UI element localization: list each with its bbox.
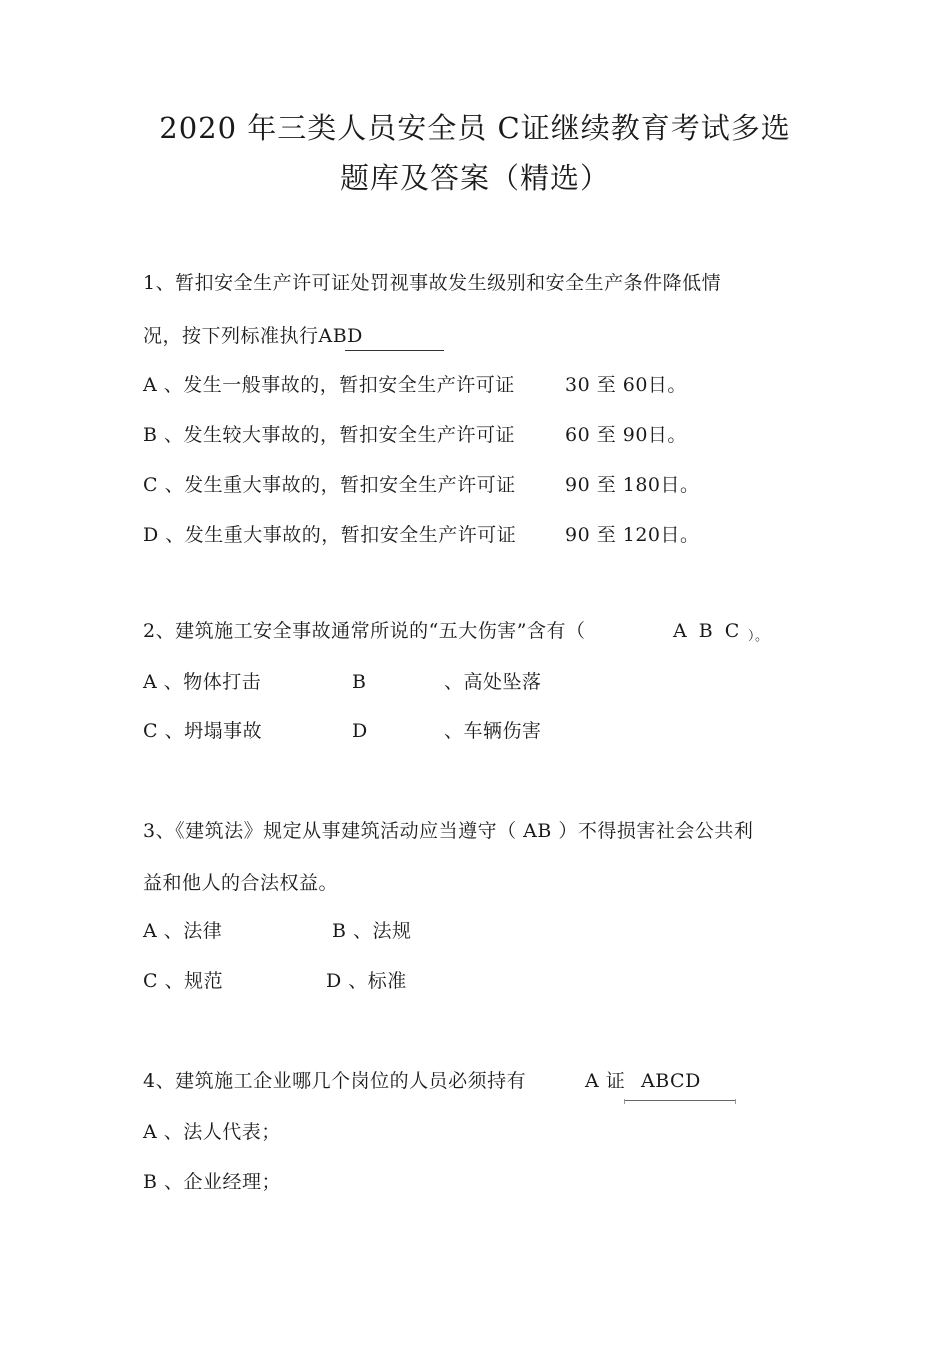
q4-stem: 4、建筑施工企业哪几个岗位的人员必须持有 [143, 1070, 527, 1092]
q1-option-c: C 、发生重大事故的，暂扣安全生产许可证 [143, 474, 516, 496]
q1-option-a: A 、发生一般事故的，暂扣安全生产许可证 [143, 374, 515, 396]
q2-close-paren: ）。 [748, 629, 769, 644]
q1-stem-line2: 况，按下列标准执行ABD [143, 325, 363, 347]
q3-stem-line1: 3、《建筑法》规定从事建筑活动应当遵守（ AB ）不得损害社会公共利 [143, 820, 754, 842]
q4-answer-underline [624, 1100, 736, 1101]
document-title-line2: 题库及答案（精选） [339, 161, 610, 195]
q2-option-b-text: 、高处坠落 [444, 671, 542, 693]
q1-option-c-range: 90 至 180日。 [565, 474, 700, 496]
q4-underline-tick-left [624, 1099, 625, 1104]
q2-answer: A B C [673, 620, 743, 642]
q1-answer-underline [345, 350, 444, 351]
q2-option-a: A 、物体打击 [143, 671, 262, 693]
q1-option-b: B 、发生较大事故的，暂扣安全生产许可证 [143, 424, 516, 446]
q4-answer: ABCD [641, 1070, 701, 1092]
q4-option-b: B 、企业经理； [143, 1171, 282, 1193]
q3-stem-line2: 益和他人的合法权益。 [143, 872, 339, 894]
q3-option-d: D 、标准 [326, 970, 407, 992]
q2-option-b-letter: B [352, 671, 367, 693]
q3-option-b: B 、法规 [332, 920, 412, 942]
q3-option-c: C 、规范 [143, 970, 224, 992]
q3-option-a: A 、法律 [143, 920, 223, 942]
q1-stem-line1: 1、暂扣安全生产许可证处罚视事故发生级别和安全生产条件降低情 [143, 272, 722, 294]
q1-option-a-range: 30 至 60日。 [565, 374, 687, 396]
q2-option-c: C 、坍塌事故 [143, 720, 263, 742]
q1-option-b-range: 60 至 90日。 [565, 424, 687, 446]
q4-option-a: A 、法人代表； [143, 1121, 281, 1143]
document-title-line1: 2020 年三类人员安全员 C证继续教育考试多选 [159, 111, 791, 145]
q1-option-d: D 、发生重大事故的，暂扣安全生产许可证 [143, 524, 517, 546]
q4-underline-tick-right [735, 1099, 736, 1104]
q2-option-d-text: 、车辆伤害 [444, 720, 542, 742]
q1-option-d-range: 90 至 120日。 [565, 524, 700, 546]
q2-stem: 2、建筑施工安全事故通常所说的“五大伤害”含有（ [143, 620, 586, 642]
q4-cert-type: A 证 [585, 1070, 626, 1092]
q2-option-d-letter: D [352, 720, 368, 742]
